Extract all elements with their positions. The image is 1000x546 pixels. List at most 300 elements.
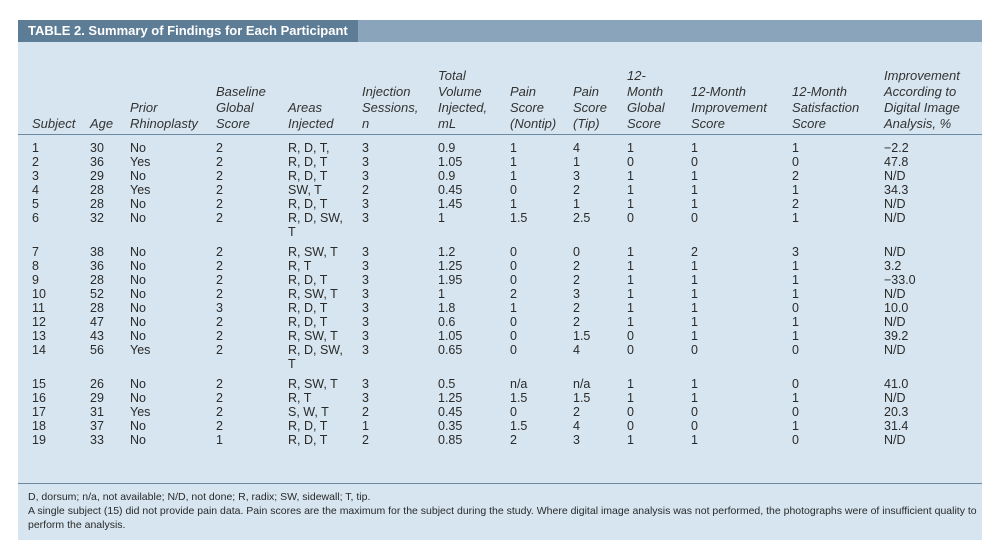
table-cell: 0.6 (438, 315, 456, 329)
table-cell: N/D (884, 287, 906, 301)
table-cell: R, SW, T (288, 377, 338, 391)
column-header-line: Score (573, 100, 607, 115)
table-cell: No (130, 419, 146, 433)
table-cell: 3 (362, 329, 369, 343)
table-cell: 4 (573, 141, 580, 155)
table-cell: 38 (90, 245, 104, 259)
table-cell: 1 (627, 377, 634, 391)
table-cell: 1 (792, 273, 799, 287)
table-cell: 2 (362, 183, 369, 197)
table-cell: −2.2 (884, 141, 909, 155)
table-cell: 1.45 (438, 197, 463, 211)
table-cell: 1 (792, 141, 799, 155)
table-cell: 1 (627, 301, 634, 315)
footnote-notes: A single subject (15) did not provide pain data. Pain scores are the maximum for the subject during the study. Where digital image analysis was not performed, the photographs were of insufficient quality to perform the analysis. (28, 505, 977, 531)
table-cell: 39.2 (884, 329, 909, 343)
table-cell: 0 (691, 419, 698, 433)
table-cell: 2 (216, 155, 223, 169)
table-cell: 0 (627, 211, 634, 225)
table-cell: 14 (32, 343, 46, 357)
table-cell: 1.2 (438, 245, 456, 259)
table-cell: 0 (792, 155, 799, 169)
table-cell: 0 (792, 405, 799, 419)
table-cell: 1.25 (438, 391, 463, 405)
table-cell: 1 (510, 197, 517, 211)
table-cell: 0 (510, 405, 517, 419)
column-header (362, 84, 418, 132)
table-cell: 2 (362, 433, 369, 447)
table-cell: 3 (362, 315, 369, 329)
table-cell: No (130, 329, 146, 343)
table-cell: 2 (216, 245, 223, 259)
table-cell: 47 (90, 315, 104, 329)
table-cell: 2 (216, 183, 223, 197)
table-cell: 1 (510, 301, 517, 315)
table-cell: 31.4 (884, 419, 909, 433)
table-cell: 3 (573, 433, 580, 447)
table-cell: Yes (130, 405, 151, 419)
column-header-line: Volume (438, 84, 482, 99)
table-cell: 2 (216, 259, 223, 273)
table-cell: 34.3 (884, 183, 909, 197)
table-cell: 1 (691, 169, 698, 183)
table-cell: 2 (573, 273, 580, 287)
table-title: TABLE 2. Summary of Findings for Each Participant (18, 20, 358, 42)
table-cell: R, T (288, 391, 312, 405)
table-cell: 7 (32, 245, 39, 259)
table-cell: 28 (90, 183, 104, 197)
column-header-line: Pain (510, 84, 537, 99)
column-header-line: Prior (130, 100, 158, 115)
column-header-line: Injection (362, 84, 411, 99)
table-cell: 3 (32, 169, 39, 183)
table-cell: 56 (90, 343, 104, 357)
table-cell: 17 (32, 405, 46, 419)
column-header (438, 68, 487, 132)
table-cell: 0 (627, 419, 634, 433)
table-cell: 1 (792, 419, 799, 433)
table-cell: 3 (362, 301, 369, 315)
table-cell: 1.05 (438, 155, 463, 169)
column-header-line: Injected, (438, 100, 488, 115)
table-cell: 1 (792, 259, 799, 273)
table-cell: No (130, 377, 146, 391)
table-cell: Yes (130, 343, 151, 357)
table-cell: R, D, SW, (288, 343, 343, 357)
column-header-line: Improvement (884, 68, 960, 83)
column-header-line: Subject (32, 116, 76, 131)
table-cell: 2 (216, 287, 223, 301)
table-cell: 3 (573, 287, 580, 301)
table-cell: 1 (627, 273, 634, 287)
column-header-line: Age (90, 116, 114, 131)
table-cell: 0.9 (438, 141, 456, 155)
column-header (216, 84, 266, 132)
column-header (90, 116, 113, 132)
table-cell: 1 (627, 169, 634, 183)
table-cell: 13 (32, 329, 46, 343)
table-cell: 1 (691, 259, 698, 273)
table-cell: 1 (573, 197, 580, 211)
table-cell: 0 (510, 329, 517, 343)
table-cell: R, SW, T (288, 329, 338, 343)
table-cell: 2 (573, 259, 580, 273)
column-header (288, 100, 334, 132)
table-cell: No (130, 259, 146, 273)
table-cell: 0 (691, 211, 698, 225)
table-cell: No (130, 273, 146, 287)
table-cell: 52 (90, 287, 104, 301)
column-header (130, 100, 198, 132)
column-header-line: Score (510, 100, 544, 115)
table-cell: 1.25 (438, 259, 463, 273)
column-header-line: Score (691, 116, 725, 131)
table-cell: 3 (362, 169, 369, 183)
table-cell: 0 (627, 329, 634, 343)
column-header (627, 68, 665, 132)
table-cell: No (130, 197, 146, 211)
table-cell: 1 (691, 301, 698, 315)
table-cell: 1 (691, 287, 698, 301)
table-cell: 3 (362, 211, 369, 225)
table-cell: 1 (438, 287, 445, 301)
column-header-line: (Tip) (573, 116, 600, 131)
column-header-line: Global (216, 100, 254, 115)
table-cell: R, D, T (288, 273, 328, 287)
column-header-line: Improvement (691, 100, 767, 115)
column-header (691, 84, 767, 132)
table-cell: N/D (884, 211, 906, 225)
table-cell: R, D, T (288, 315, 328, 329)
table-cell: 2 (510, 433, 517, 447)
table-cell: 1 (792, 287, 799, 301)
column-header-line: Global (627, 100, 665, 115)
table-cell: 1 (627, 183, 634, 197)
table-cell: 1 (627, 245, 634, 259)
table-cell: 0.35 (438, 419, 463, 433)
column-header-line: (Nontip) (510, 116, 557, 131)
table-cell: 1.05 (438, 329, 463, 343)
table-cell: 0.65 (438, 343, 463, 357)
table-cell: 1 (627, 141, 634, 155)
table-cell: 11 (32, 301, 45, 315)
table-cell: 1 (691, 329, 698, 343)
table-cell: R, D, SW, (288, 211, 343, 225)
table-cell: 1 (627, 197, 634, 211)
column-header-line: According to (884, 84, 957, 99)
table-cell: 26 (90, 377, 104, 391)
table-cell: 2 (216, 377, 223, 391)
table-cell: 1 (792, 211, 799, 225)
table-cell: 1 (627, 433, 634, 447)
table-cell: 1.5 (510, 211, 528, 225)
column-header-line: Sessions, (362, 100, 419, 115)
table-cell: 0 (510, 273, 517, 287)
table-cell: 2 (216, 315, 223, 329)
table-cell: 0.45 (438, 183, 463, 197)
table-cell: 0 (510, 245, 517, 259)
table-cell: No (130, 211, 146, 225)
column-header-line: Rhinoplasty (130, 116, 198, 131)
table-cell: 37 (90, 419, 104, 433)
table-cell: 0 (627, 405, 634, 419)
column-header-line: Digital Image (884, 100, 960, 115)
table-cell: 2 (216, 197, 223, 211)
header-rule (18, 134, 982, 135)
table-cell: R, D, T (288, 169, 328, 183)
table-cell: 0 (691, 405, 698, 419)
table-cell: 3 (792, 245, 799, 259)
table-cell: 0.5 (438, 377, 456, 391)
table-cell: 1 (32, 141, 39, 155)
table-cell: 3.2 (884, 259, 902, 273)
table-cell: N/D (884, 315, 906, 329)
table-cell: 3 (362, 197, 369, 211)
table-cell: 31 (90, 405, 104, 419)
table-cell: No (130, 315, 146, 329)
table-cell: R, D, T (288, 433, 328, 447)
table-cell: 47.8 (884, 155, 909, 169)
table-cell: S, W, T (288, 405, 329, 419)
table-cell: 1 (216, 433, 223, 447)
table-cell: 1.8 (438, 301, 456, 315)
table-cell: 2 (573, 183, 580, 197)
table-cell: N/D (884, 433, 906, 447)
table-cell: 3 (362, 141, 369, 155)
table-cell: 15 (32, 377, 46, 391)
table-cell: 2 (510, 287, 517, 301)
table-header (18, 50, 982, 134)
table-cell: R, SW, T (288, 245, 338, 259)
table-cell: 2 (573, 301, 580, 315)
table-cell: No (130, 141, 146, 155)
table-cell: 2 (691, 245, 698, 259)
column-header-line: mL (438, 116, 457, 131)
table-cell: 2 (216, 211, 223, 225)
table-cell: Yes (130, 183, 151, 197)
table-cell: R, D, T (288, 155, 328, 169)
table-cell: 2 (216, 405, 223, 419)
table-cell: 1 (792, 183, 799, 197)
table-cell: T (288, 225, 296, 239)
column-header (792, 84, 859, 132)
table-cell: N/D (884, 197, 906, 211)
table-cell: 1 (691, 273, 698, 287)
table-cell: 1.5 (573, 391, 591, 405)
table-cell: 33 (90, 433, 104, 447)
table-cell: 0 (691, 155, 698, 169)
table-cell: 1.95 (438, 273, 463, 287)
table-cell: 1 (691, 377, 698, 391)
column-header (573, 84, 607, 132)
column-header-line: 12-Month (691, 84, 746, 99)
table-cell: 10.0 (884, 301, 909, 315)
table-cell: 4 (32, 183, 39, 197)
table-cell: 32 (90, 211, 104, 225)
table-cell: 0.9 (438, 169, 456, 183)
table-cell: 1.5 (510, 419, 528, 433)
table-cell: 20.3 (884, 405, 909, 419)
table-cell: 36 (90, 155, 104, 169)
table-cell: 2.5 (573, 211, 591, 225)
table-cell: 0 (792, 433, 799, 447)
table-cell: No (130, 287, 146, 301)
table-cell: 2 (216, 169, 223, 183)
table-row (18, 224, 982, 240)
column-header-line: Month (627, 84, 664, 99)
table-cell: 0.85 (438, 433, 463, 447)
table-cell: 0 (510, 259, 517, 273)
table-cell: 1 (627, 259, 634, 273)
table-cell: 5 (32, 197, 39, 211)
table-cell: 2 (573, 315, 580, 329)
table-cell: 28 (90, 301, 104, 315)
footer-rule (18, 483, 982, 484)
table-row (18, 432, 982, 448)
column-header-line: 12-Month (792, 84, 847, 99)
table-cell: N/D (884, 169, 906, 183)
table-cell: 0 (510, 343, 517, 357)
table-page (18, 20, 982, 540)
table-cell: R, D, T (288, 197, 328, 211)
table-cell: 2 (216, 273, 223, 287)
table-cell: 1 (792, 391, 799, 405)
table-cell: 1.5 (510, 391, 528, 405)
table-cell: 0.45 (438, 405, 463, 419)
table-cell: 3 (362, 273, 369, 287)
table-cell: 1 (691, 391, 698, 405)
table-cell: 28 (90, 197, 104, 211)
column-header-line: Pain (573, 84, 600, 99)
table-cell: 2 (362, 405, 369, 419)
table-cell: 1 (362, 419, 369, 433)
table-cell: −33.0 (884, 273, 916, 287)
table-cell: 3 (362, 259, 369, 273)
table-cell: 0 (792, 301, 799, 315)
table-cell: 4 (573, 419, 580, 433)
table-cell: 16 (32, 391, 46, 405)
column-header (510, 84, 556, 132)
table-cell: 10 (32, 287, 46, 301)
table-cell: R, D, T (288, 419, 328, 433)
table-cell: n/a (510, 377, 528, 391)
table-cell: 29 (90, 169, 104, 183)
table-cell: 1.5 (573, 329, 591, 343)
table-cell: 2 (792, 169, 799, 183)
column-header (32, 116, 75, 132)
table-cell: No (130, 433, 146, 447)
table-cell: No (130, 391, 146, 405)
column-header-line: Satisfaction (792, 100, 860, 115)
table-cell: T (288, 357, 296, 371)
table-cell: 9 (32, 273, 39, 287)
table-cell: 0 (792, 343, 799, 357)
table-cell: 1 (510, 141, 517, 155)
table-cell: 0 (510, 183, 517, 197)
table-cell: Yes (130, 155, 151, 169)
table-cell: 2 (216, 343, 223, 357)
column-header-line: Injected (288, 116, 334, 131)
table-cell: 18 (32, 419, 46, 433)
table-cell: 6 (32, 211, 39, 225)
column-header-line: Score (792, 116, 826, 131)
footnote-abbreviations: D, dorsum; n/a, not available; N/D, not done; R, radix; SW, sidewall; T, tip. (28, 491, 371, 503)
table-cell: 2 (792, 197, 799, 211)
table-cell: 1 (691, 315, 698, 329)
table-cell: 2 (216, 391, 223, 405)
column-header-line: Score (216, 116, 250, 131)
table-row (18, 356, 982, 372)
table-cell: 0 (573, 245, 580, 259)
table-cell: 1 (438, 211, 445, 225)
table-cell: No (130, 169, 146, 183)
table-cell: N/D (884, 245, 906, 259)
column-header-line: Score (627, 116, 661, 131)
table-cell: 3 (362, 377, 369, 391)
table-cell: 1 (510, 169, 517, 183)
table-cell: 41.0 (884, 377, 909, 391)
table-cell: R, D, T, (288, 141, 330, 155)
table-cell: 28 (90, 273, 104, 287)
table-cell: 2 (32, 155, 39, 169)
table-cell: 2 (216, 141, 223, 155)
table-cell: 1 (792, 329, 799, 343)
table-cell: 0 (510, 315, 517, 329)
table-cell: 8 (32, 259, 39, 273)
column-header-line: Total (438, 68, 466, 83)
column-header-line: Analysis, % (884, 116, 952, 131)
table-cell: 3 (362, 155, 369, 169)
column-header-line: Areas (288, 100, 322, 115)
table-cell: SW, T (288, 183, 322, 197)
table-cell: 1 (573, 155, 580, 169)
table-cell: 12 (32, 315, 46, 329)
table-cell: n/a (573, 377, 591, 391)
table-cell: 3 (362, 287, 369, 301)
table-cell: R, D, T (288, 301, 328, 315)
table-footnotes (28, 490, 978, 532)
table-cell: 2 (216, 329, 223, 343)
table-cell: 0 (691, 343, 698, 357)
table-cell: 1 (627, 315, 634, 329)
table-cell: No (130, 245, 146, 259)
table-cell: R, T (288, 259, 312, 273)
table-cell: 36 (90, 259, 104, 273)
table-cell: 3 (362, 391, 369, 405)
table-cell: 0 (627, 155, 634, 169)
table-cell: 1 (510, 155, 517, 169)
table-cell: N/D (884, 343, 906, 357)
table-cell: 3 (362, 245, 369, 259)
table-cell: 1 (691, 433, 698, 447)
table-cell: 30 (90, 141, 104, 155)
table-cell: 0 (792, 377, 799, 391)
table-cell: N/D (884, 391, 906, 405)
table-cell: 2 (216, 419, 223, 433)
table-cell: No (130, 301, 146, 315)
table-cell: 0 (627, 343, 634, 357)
table-cell: 1 (691, 141, 698, 155)
column-header-line: n (362, 116, 370, 131)
title-bar (18, 20, 982, 42)
table-cell: R, SW, T (288, 287, 338, 301)
table-cell: 43 (90, 329, 104, 343)
table-cell: 19 (32, 433, 46, 447)
table-cell: 1 (627, 287, 634, 301)
table-cell: 1 (691, 197, 698, 211)
table-cell: 4 (573, 343, 580, 357)
column-header-line: 12- (627, 68, 646, 83)
